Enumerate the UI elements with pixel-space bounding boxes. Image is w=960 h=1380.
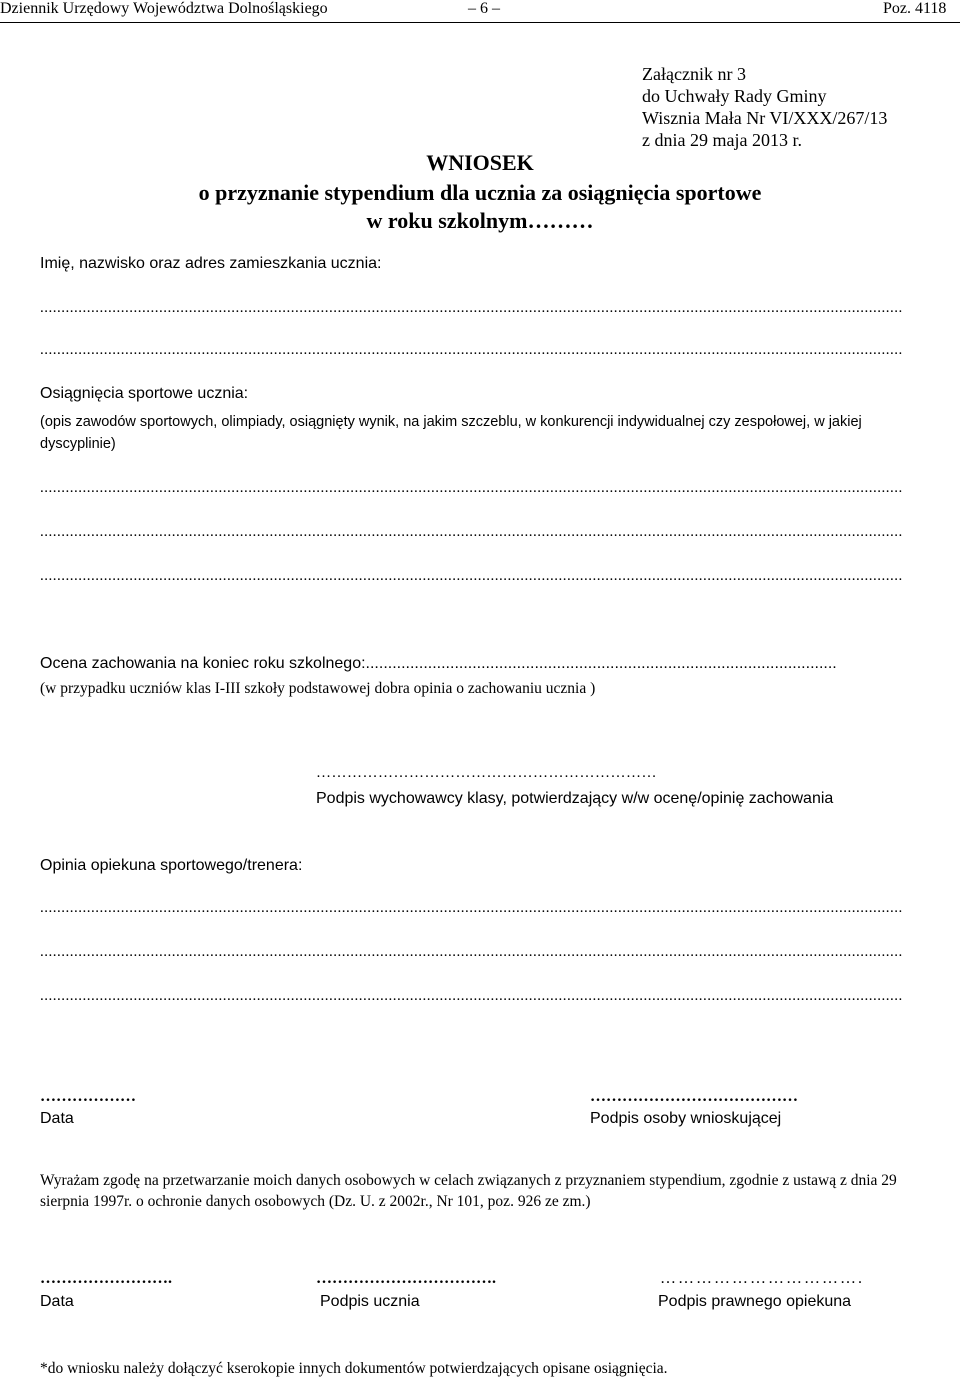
date-dots-2[interactable]: …………………….	[40, 1270, 172, 1287]
header-position: Poz. 4118	[883, 0, 947, 17]
coach-dots-2[interactable]: ...........................................................................................................................................................................................................	[40, 944, 903, 960]
achievements-dots-2[interactable]: ...........................................................................................................................................................................................................	[40, 524, 903, 540]
consent-text: Wyrażam zgodę na przetwarzanie moich danych osobowych w celach związanych z przyznaniem stypendium, zgodnie z ustawą z dnia 29 sierpnia 1997r. o ochronie danych osobowych (Dz. U. z 2002r., Nr 101, poz. 926 ze zm.)	[40, 1172, 897, 1210]
behavior-hint: (w przypadku uczniów klas I-III szkoły podstawowej dobra opinia o zachowaniu ucznia )	[40, 680, 596, 697]
school-year-line: w roku szkolnym………	[366, 208, 594, 233]
name-dots-1[interactable]: ...........................................................................................................................................................................................................	[40, 300, 903, 316]
date-label-2: Data	[40, 1293, 74, 1310]
date-label-1: Data	[40, 1110, 74, 1127]
student-signature-label: Podpis ucznia	[320, 1293, 420, 1310]
date-dots-1[interactable]: ………………	[40, 1088, 136, 1105]
achievements-hint: (opis zawodów sportowych, olimpiady, osiągnięty wynik, na jakim szczeblu, w konkurencji indywidualnej czy zespołowej, w jakiej dyscyplinie)	[40, 414, 862, 452]
coach-label: Opinia opiekuna sportowego/trenera:	[40, 857, 303, 874]
annex-block	[642, 63, 887, 151]
document-title: WNIOSEK	[426, 150, 534, 175]
guardian-signature-label: Podpis prawnego opiekuna	[658, 1293, 852, 1310]
header-publication: Dziennik Urzędowy Województwa Dolnośląskiego	[0, 0, 328, 17]
applicant-signature-dots[interactable]: …………………………………	[590, 1088, 798, 1105]
teacher-signature-label: Podpis wychowawcy klasy, potwierdzający w/w ocenę/opinię zachowania	[316, 790, 834, 807]
footnote: *do wniosku należy dołączyć kserokopie innych dokumentów potwierdzających opisane osiągnięcia.	[40, 1360, 668, 1377]
name-dots-2[interactable]: ...........................................................................................................................................................................................................	[40, 342, 903, 358]
student-signature-dots[interactable]: …………………………….	[316, 1270, 496, 1287]
behavior-label[interactable]: Ocena zachowania na koniec roku szkolnego:..........................................................................................................	[40, 655, 837, 672]
achievements-label: Osiągnięcia sportowe ucznia:	[40, 385, 249, 402]
header-divider	[0, 22, 960, 23]
achievements-dots-1[interactable]: ...........................................................................................................................................................................................................	[40, 480, 903, 496]
coach-dots-1[interactable]: ...........................................................................................................................................................................................................	[40, 900, 903, 916]
applicant-signature-label: Podpis osoby wnioskującej	[590, 1110, 782, 1127]
name-label: Imię, nazwisko oraz adres zamieszkania ucznia:	[40, 255, 382, 272]
annex-line: do Uchwały Rady Gminy	[642, 86, 827, 106]
header-page-number: – 6 –	[468, 0, 500, 17]
annex-line: z dnia 29 maja 2013 r.	[642, 130, 802, 150]
annex-line: Wisznia Mała Nr VI/XXX/267/13	[642, 108, 888, 128]
guardian-signature-dots[interactable]: …………………………….	[660, 1270, 864, 1287]
coach-dots-3[interactable]: ...........................................................................................................................................................................................................	[40, 988, 903, 1004]
document-subtitle: o przyznanie stypendium dla ucznia za osiągnięcia sportowe	[198, 180, 762, 205]
annex-line: Załącznik nr 3	[642, 64, 746, 84]
achievements-dots-3[interactable]: ...........................................................................................................................................................................................................	[40, 568, 903, 584]
teacher-signature-dots[interactable]: …………………………………………………………	[316, 765, 657, 781]
